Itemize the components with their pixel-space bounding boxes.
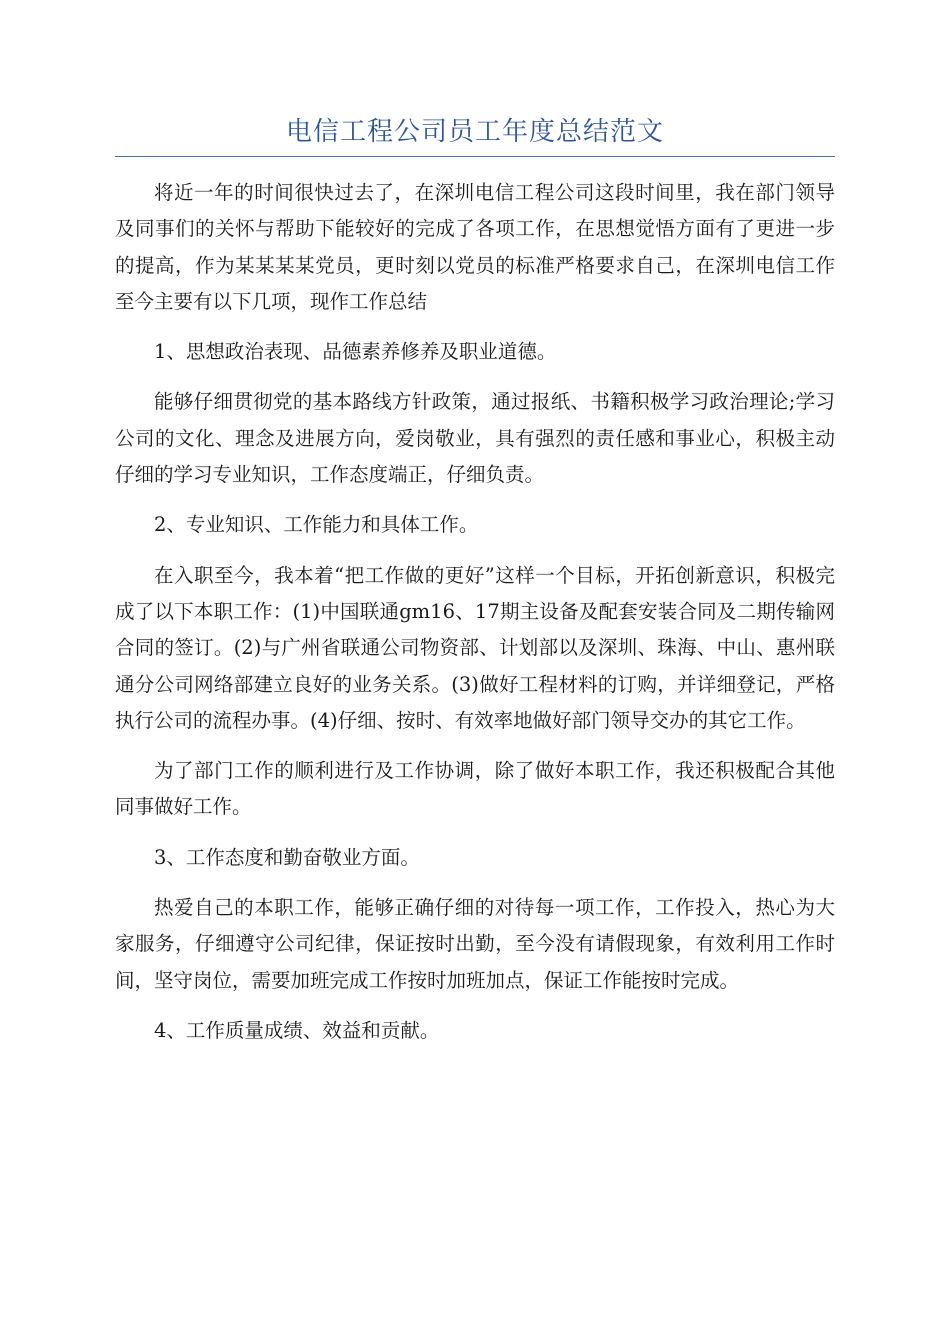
section-heading-2: 2、专业知识、工作能力和具体工作。 [154,513,479,537]
paragraph-section-2: 在入职至今，我本着“把工作做的更好”这样一个目标，开拓创新意识，积极完成了以下本职工作：(1)中国联通gm16、17期主设备及配套安装合同及二期传输网合同的签订。(2)与广州省联通公司物资部、计划部以及深圳、珠海、中山、惠州联通分公司网络部建立良好的业务关系。(3)做好工程材料的订购，并详细登记，严格执行公司的流程办事。(4)仔细、按时、有效率地做好部门领导交办的其它工作。 [115,563,835,732]
page-title: 电信工程公司员工年度总结范文 [285,117,664,147]
section-heading-3: 3、工作态度和勤奋敬业方面。 [154,845,420,869]
paragraph-section-3: 热爱自己的本职工作，能够正确仔细的对待每一项工作，工作投入，热心为大家服务，仔细遵守公司纪律，保证按时出勤，至今没有请假现象，有效利用工作时间，坚守岗位，需要加班完成工作按时加班加点，保证工作能按时完成。 [115,896,835,992]
title-block [115,112,835,157]
paragraph-intro: 将近一年的时间很快过去了，在深圳电信工程公司这段时间里，我在部门领导及同事们的关怀与帮助下能较好的完成了各项工作，在思想觉悟方面有了更进一步的提高，作为某某某某党员，更时刻以党员的标准严格要求自己，在深圳电信工作至今主要有以下几项，现作工作总结 [115,181,835,313]
document-body [115,175,835,1063]
section-heading-1: 1、思想政治表现、品德素养修养及职业道德。 [154,340,557,364]
paragraph-section-2-extra: 为了部门工作的顺利进行及工作协调，除了做好本职工作，我还积极配合其他同事做好工作。 [115,759,835,819]
paragraph-section-1: 能够仔细贯彻党的基本路线方针政策，通过报纸、书籍积极学习政治理论;学习公司的文化、理念及进展方向，爱岗敬业，具有强烈的责任感和事业心，积极主动仔细的学习专业知识，工作态度端正，仔细负责。 [115,390,835,487]
section-heading-4: 4、工作质量成绩、效益和贡献。 [154,1018,440,1042]
